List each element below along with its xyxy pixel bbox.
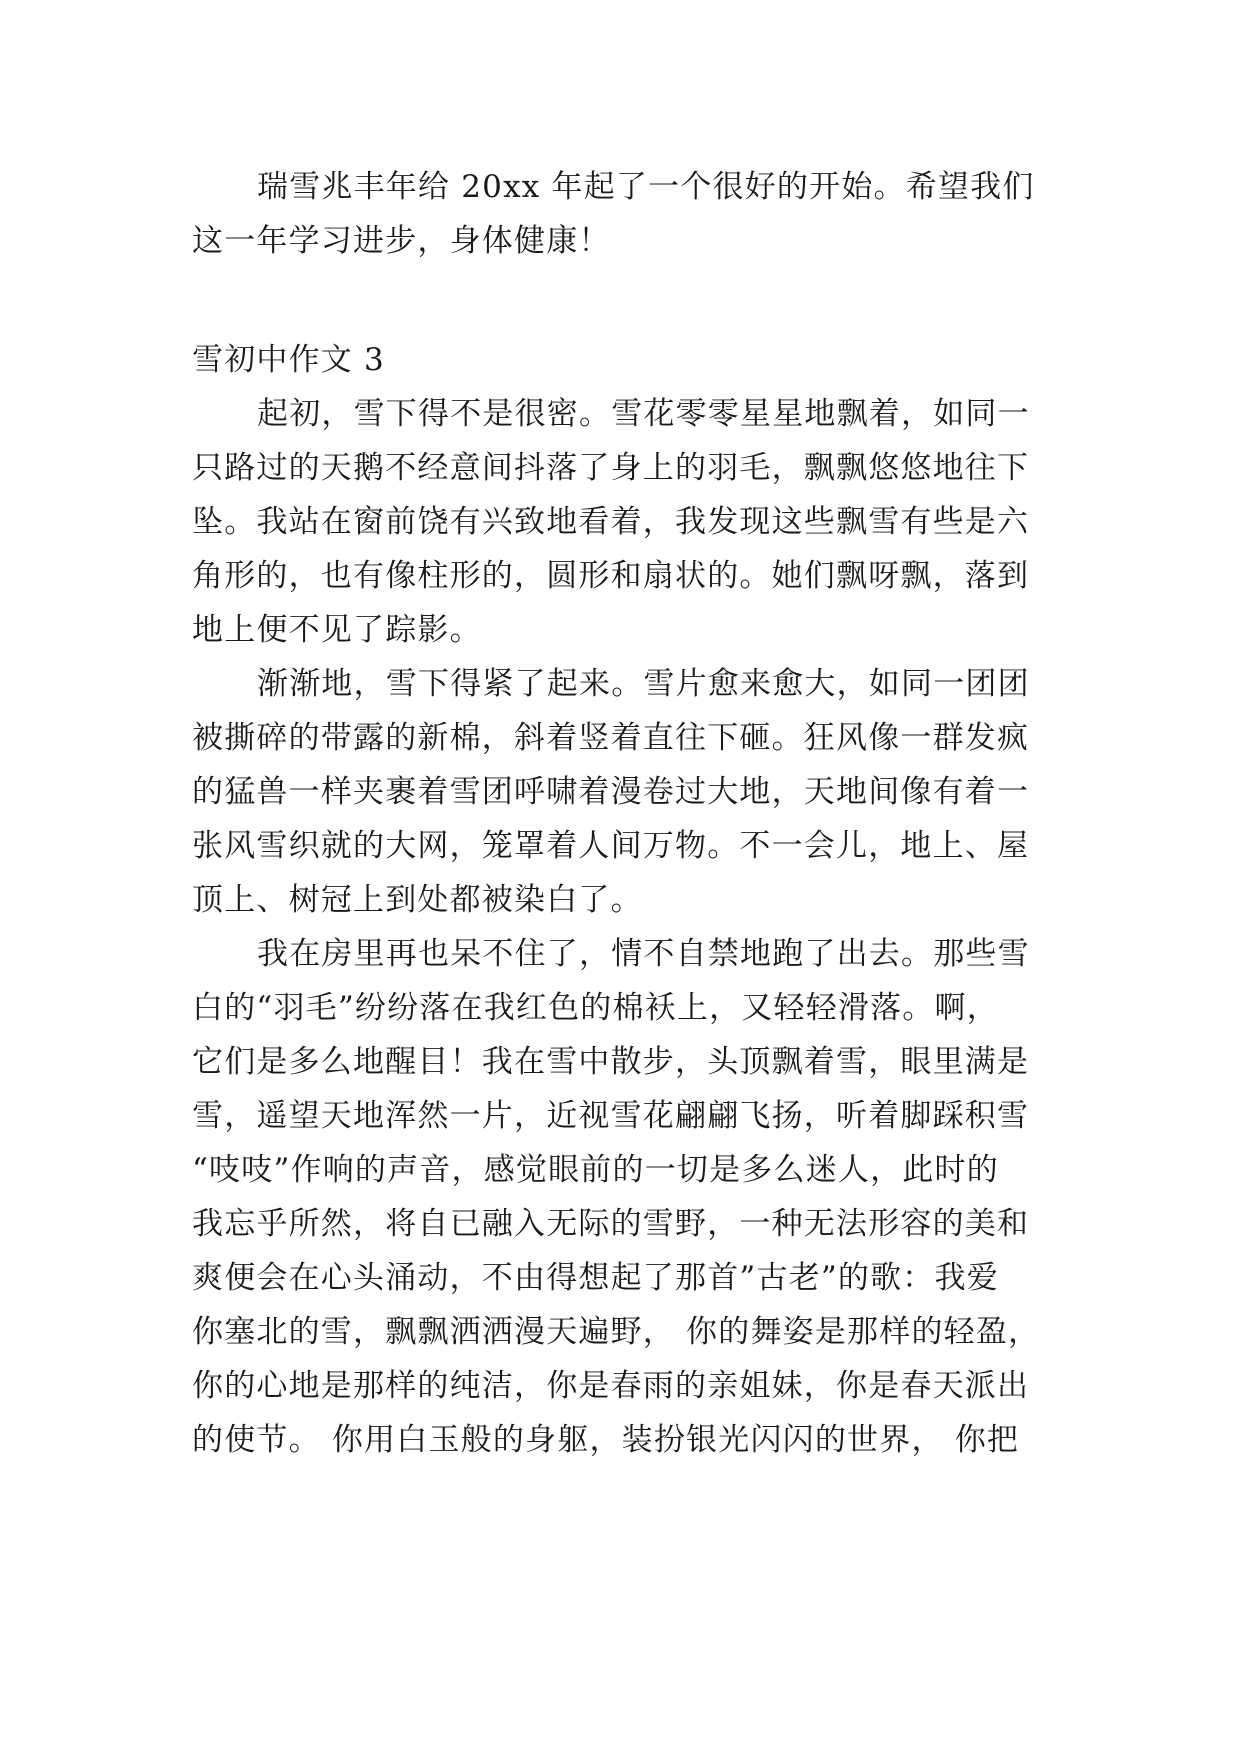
paragraph-line: 雪，遥望天地浑然一片，近视雪花翩翩飞扬，听着脚踩积雪 [192, 1098, 1030, 1134]
paragraph-line: 渐渐地，雪下得紧了起来。雪片愈来愈大，如同一团团 [257, 666, 1030, 702]
paragraph-line: 顶上、树冠上到处都被染白了。 [192, 882, 643, 918]
paragraph [192, 387, 1052, 657]
paragraph-line: 被撕碎的带露的新棉，斜着竖着直往下砸。狂风像一群发疯 [192, 720, 1030, 756]
paragraph [192, 160, 1052, 268]
paragraph-line: 地上便不见了踪影。 [192, 612, 482, 648]
paragraph-line: 你的心地是那样的纯洁，你是春雨的亲姐妹，你是春天派出 [192, 1368, 1030, 1404]
paragraph-line: 的使节。 你用白玉般的身躯，装扮银光闪闪的世界， 你把 [192, 1422, 1020, 1458]
paragraph-line: 起初，雪下得不是很密。雪花零零星星地飘着，如同一 [257, 396, 1030, 432]
paragraph-line: 它们是多么地醒目！我在雪中散步，头顶飘着雪，眼里满是 [192, 1044, 1030, 1080]
paragraph-line: 你塞北的雪，飘飘洒洒漫天遍野， 你的舞姿是那样的轻盈， [192, 1314, 1041, 1350]
paragraph-line: “吱吱”作响的声音，感觉眼前的一切是多么迷人，此时的 [192, 1152, 999, 1188]
paragraph-line: 这一年学习进步，身体健康！ [192, 223, 611, 259]
paragraph [192, 927, 1052, 1467]
paragraph-line: 角形的，也有像柱形的，圆形和扇状的。她们飘呀飘，落到 [192, 558, 1030, 594]
paragraph-line: 的猛兽一样夹裹着雪团呼啸着漫卷过大地，天地间像有着一 [192, 774, 1030, 810]
paragraph-line: 只路过的天鹅不经意间抖落了身上的羽毛，飘飘悠悠地往下 [192, 450, 1030, 486]
section-heading: 雪初中作文 3 [192, 342, 385, 378]
paragraph-line: 坠。我站在窗前饶有兴致地看着，我发现这些飘雪有些是六 [192, 504, 1030, 540]
paragraph-line: 瑞雪兆丰年给 20xx 年起了一个很好的开始。希望我们 [257, 169, 1035, 205]
paragraph-line: 白的“羽毛”纷纷落在我红色的棉袄上，又轻轻滑落。啊， [192, 990, 999, 1026]
paragraph-line: 我忘乎所然，将自已融入无际的雪野，一种无法形容的美和 [192, 1206, 1030, 1242]
paragraph-line: 爽便会在心头涌动，不由得想起了那首”古老”的歌：我爱 [192, 1260, 999, 1296]
paragraph [192, 657, 1052, 927]
paragraph-line: 张风雪织就的大网，笼罩着人间万物。不一会儿，地上、屋 [192, 828, 1030, 864]
document-body [192, 160, 1052, 1467]
paragraph-line: 我在房里再也呆不住了，情不自禁地跑了出去。那些雪 [257, 936, 1030, 972]
